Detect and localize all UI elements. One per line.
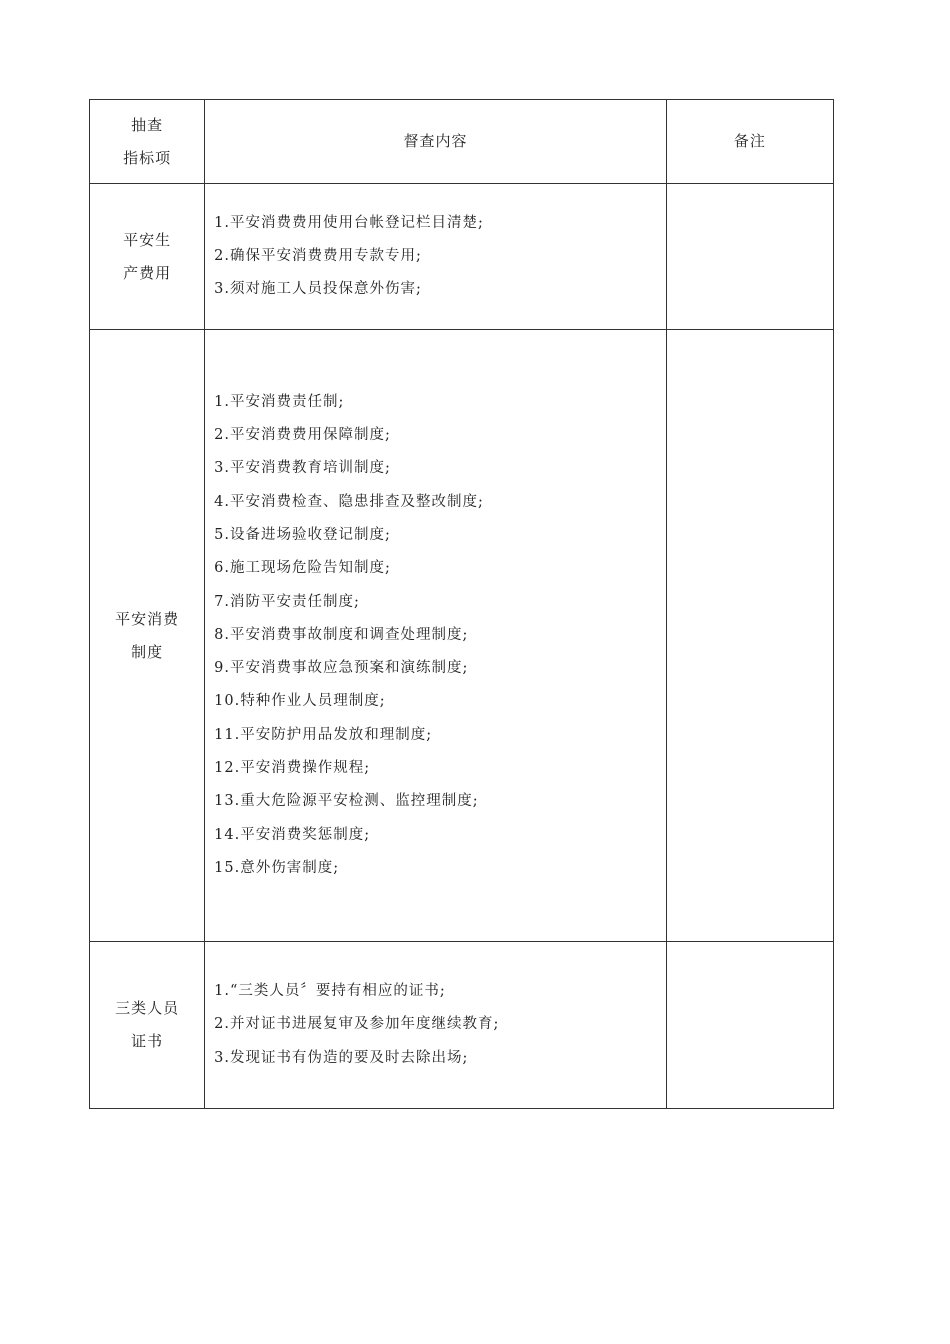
header-item-line1: 抽查: [131, 115, 164, 134]
list-item: 6.施工现场危险告知制度;: [214, 560, 391, 577]
list-item: 2.确保平安消费费用专款专用;: [214, 247, 422, 264]
row-label-line1: 平安生: [123, 230, 172, 249]
list-item: 7.消防平安责任制度;: [214, 593, 360, 610]
list-item: 12.平安消费操作规程;: [214, 760, 371, 777]
list-item: 5.设备进场验收登记制度;: [214, 526, 391, 543]
list-item: 10.特种作业人员理制度;: [214, 693, 386, 710]
content-list: [214, 386, 666, 885]
row-content-cell: [205, 184, 667, 330]
inspection-table: [89, 99, 834, 1109]
list-item: 3.发现证书有伪造的要及时去除出场;: [214, 1049, 469, 1066]
list-item: 3.须对施工人员投保意外伤害;: [214, 281, 422, 298]
list-item: 4.平安消费检查、隐患排查及整改制度;: [214, 493, 484, 510]
row-label-cell: [90, 330, 205, 942]
header-content-cell: 督查内容: [205, 100, 667, 184]
list-item: 1.平安消费费用使用台帐登记栏目清楚;: [214, 214, 484, 231]
row-note-cell: [666, 184, 833, 330]
list-item: 8.平安消费事故制度和调查处理制度;: [214, 626, 469, 643]
row-note-cell: [666, 942, 833, 1109]
row-label-cell: [90, 184, 205, 330]
header-item-line2: 指标项: [123, 148, 172, 167]
list-item: 14.平安消费奖惩制度;: [214, 826, 371, 843]
row-content-cell: [205, 942, 667, 1109]
list-item: 2.并对证书进展复审及参加年度继续教育;: [214, 1016, 500, 1033]
table-row-safety-system: [90, 330, 834, 942]
list-item: 3.平安消费教育培训制度;: [214, 460, 391, 477]
table-row-safety-fee: [90, 184, 834, 330]
list-item: 1.“三类人员〞要持有相应的证书;: [214, 983, 446, 1000]
list-item: 11.平安防护用品发放和理制度;: [214, 726, 433, 743]
table-row-personnel-certificates: [90, 942, 834, 1109]
list-item: 2.平安消费费用保障制度;: [214, 427, 391, 444]
row-note-cell: [666, 330, 833, 942]
header-row: [90, 100, 834, 184]
list-item: 1.平安消费责任制;: [214, 393, 345, 410]
row-label-line2: 证书: [131, 1032, 164, 1050]
list-item: 9.平安消费事故应急预案和演练制度;: [214, 660, 469, 677]
row-label-line2: 产费用: [123, 263, 172, 282]
content-list: [214, 975, 666, 1075]
row-label-cell: [90, 942, 205, 1109]
list-item: 15.意外伤害制度;: [214, 859, 340, 876]
row-label-line2: 制度: [131, 642, 164, 661]
row-label-line1: 三类人员: [115, 999, 180, 1017]
header-note-cell: 备注: [666, 100, 833, 184]
content-list: [214, 207, 666, 307]
header-item-cell: [90, 100, 205, 184]
row-label-line1: 平安消费: [115, 609, 180, 628]
list-item: 13.重大危险源平安检测、监控理制度;: [214, 793, 479, 810]
row-content-cell: [205, 330, 667, 942]
